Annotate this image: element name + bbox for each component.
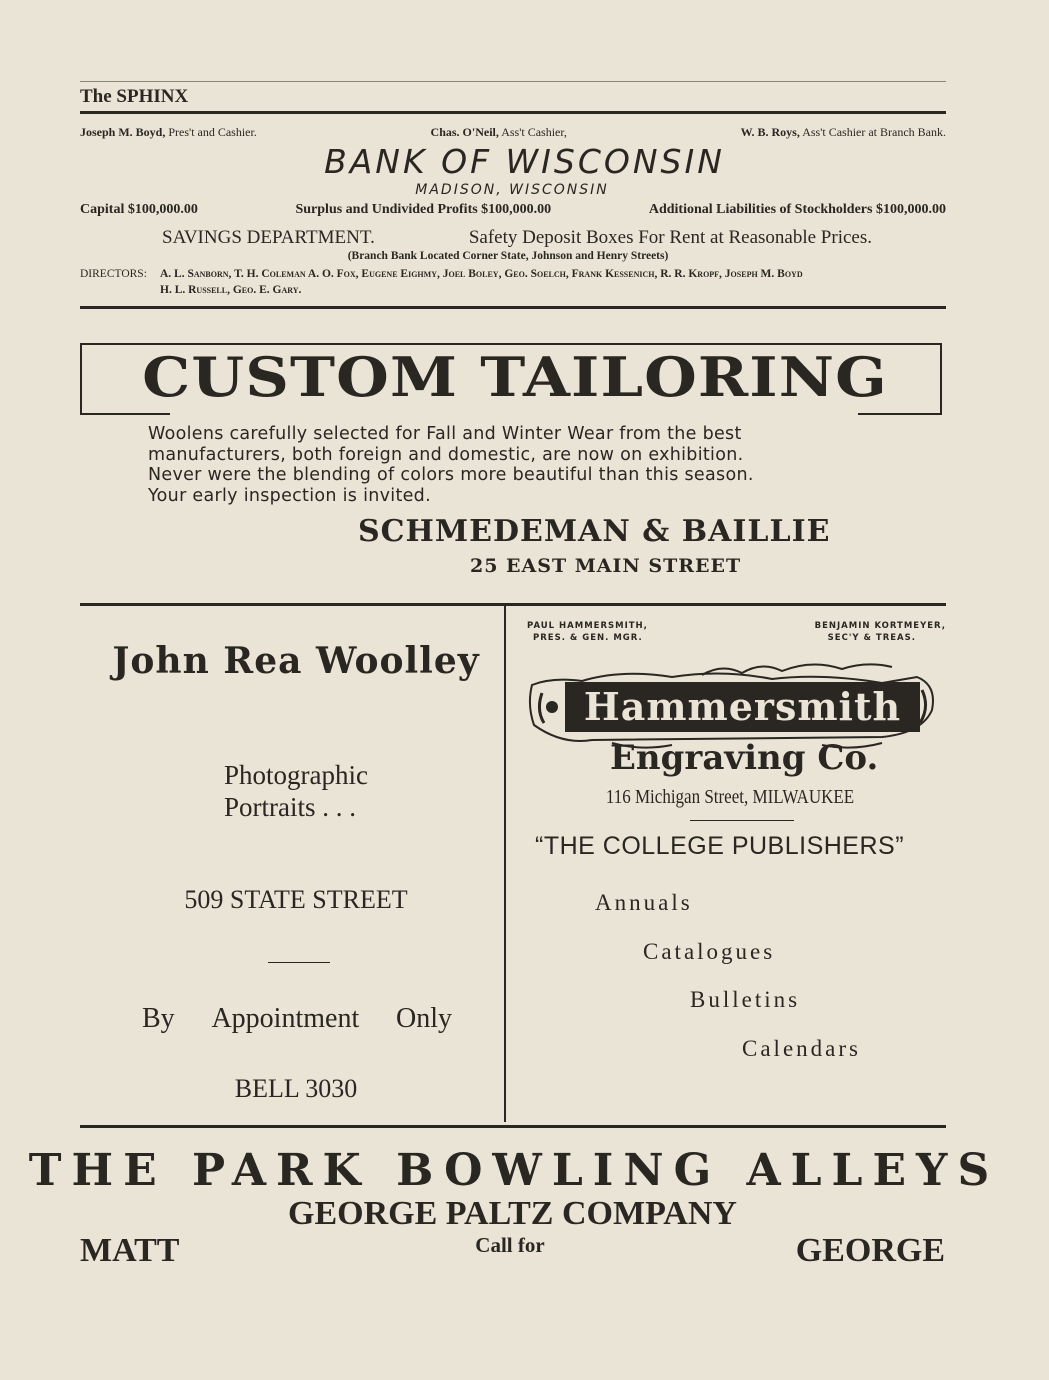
bowling-company: GEORGE PALTZ COMPANY — [288, 1195, 737, 1232]
ham-officer-left-title: PRES. & GEN. MGR. — [533, 633, 643, 643]
bank-directors — [80, 266, 950, 298]
bowling-left-name: MATT — [80, 1232, 180, 1269]
top-hairline — [80, 81, 946, 82]
hammersmith-divider — [690, 820, 794, 821]
safety-deposit: Safety Deposit Boxes For Rent at Reasonable Prices. — [468, 227, 872, 248]
hammersmith-product: Catalogues — [643, 939, 776, 964]
ham-officer-right-name: BENJAMIN KORTMEYER, — [814, 621, 946, 631]
header-rule — [80, 111, 946, 114]
bank-surplus: Surplus and Undivided Profits $100,000.00 — [295, 202, 552, 217]
bowling-title: THE PARK BOWLING ALLEYS — [28, 1145, 1000, 1196]
appointment-word: By — [142, 1003, 175, 1034]
woolley-service-line-2: Portraits . . . — [224, 792, 356, 822]
bowling-top-rule — [80, 1125, 946, 1128]
appointment-word: Appointment — [211, 1003, 360, 1034]
woolley-address: 509 STATE STREET — [184, 885, 408, 914]
hammersmith-product: Calendars — [742, 1036, 861, 1061]
tailoring-title: CUSTOM TAILORING — [142, 345, 888, 409]
running-head: The SPHINX — [80, 86, 189, 107]
hammersmith-product: Annuals — [595, 890, 693, 915]
bank-bottom-rule — [80, 306, 946, 309]
hammersmith-tagline: “THE COLLEGE PUBLISHERS” — [535, 832, 905, 860]
ham-officer-right-title: SEC'Y & TREAS. — [827, 633, 916, 643]
hammersmith-product: Bulletins — [690, 987, 801, 1012]
hammersmith-logo-word: Hammersmith — [565, 682, 920, 732]
bank-services — [162, 227, 872, 249]
tailoring-frame-bottom-right — [858, 413, 942, 415]
branch-note: (Branch Bank Located Corner State, Johnson and Henry Streets) — [347, 250, 669, 262]
woolley-phone: BELL 3030 — [234, 1074, 358, 1103]
tailoring-bottom-rule — [80, 603, 946, 606]
tailoring-firm: SCHMEDEMAN & BAILLIE — [358, 514, 831, 549]
ham-officer-left — [527, 620, 648, 644]
woolley-service-line-1: Photographic — [224, 760, 368, 790]
woolley-name: John Rea Woolley — [112, 640, 480, 682]
tailoring-frame-bottom-left — [80, 413, 170, 415]
savings-department: SAVINGS DEPARTMENT. — [162, 227, 375, 248]
hammersmith-address: 116 Michigan Street, MILWAUKEE — [605, 786, 855, 808]
bank-liabilities: Additional Liabilities of Stockholders $100,000.00 — [648, 202, 946, 217]
directors-line-1: A. L. Sanborn, T. H. Coleman A. O. Fox, Eugene Eighmy, Joel Boley, Geo. Soelch, Frank Kessenich, R. R. Kropf, Joseph M. Boyd — [160, 268, 803, 280]
ham-officer-right — [800, 620, 946, 644]
column-divider — [504, 606, 506, 1122]
tailoring-copy — [148, 424, 888, 506]
bowling-call-for: Call for — [475, 1233, 545, 1257]
bank-name: BANK OF WISCONSIN — [324, 142, 725, 181]
hammersmith-logo-subtitle: Engraving Co. — [610, 738, 879, 778]
bank-capital: Capital $100,000.00 — [80, 202, 198, 217]
directors-label: DIRECTORS: — [80, 268, 147, 280]
officer-assistant-cashier: Chas. O'Neil, Ass't Cashier, — [430, 125, 567, 139]
bank-officers — [80, 125, 946, 140]
woolley-appointment — [142, 1003, 452, 1035]
bowling-right-name: GEORGE — [795, 1232, 945, 1269]
officer-branch-cashier: W. B. Roys, Ass't Cashier at Branch Bank. — [740, 125, 946, 139]
ham-officer-left-name: PAUL HAMMERSMITH, — [527, 621, 648, 631]
tailoring-copy-line: Woolens carefully selected for Fall and Winter Wear from the best — [148, 424, 742, 444]
directors-line-2: H. L. Russell, Geo. E. Gary. — [160, 284, 302, 296]
bank-city: MADISON, WISCONSIN — [415, 182, 609, 198]
tailoring-copy-line: manufacturers, both foreign and domestic, are now on exhibition. — [148, 444, 744, 465]
tailoring-copy-line: Never were the blending of colors more beautiful than this season. — [148, 465, 754, 485]
woolley-divider — [268, 962, 330, 963]
tailoring-copy-line: Your early inspection is invited. — [148, 485, 431, 506]
appointment-word: Only — [395, 1003, 452, 1034]
bank-financials — [80, 202, 946, 218]
tailoring-address: 25 EAST MAIN STREET — [470, 555, 742, 577]
officer-president: Joseph M. Boyd, Pres't and Cashier. — [80, 125, 257, 139]
